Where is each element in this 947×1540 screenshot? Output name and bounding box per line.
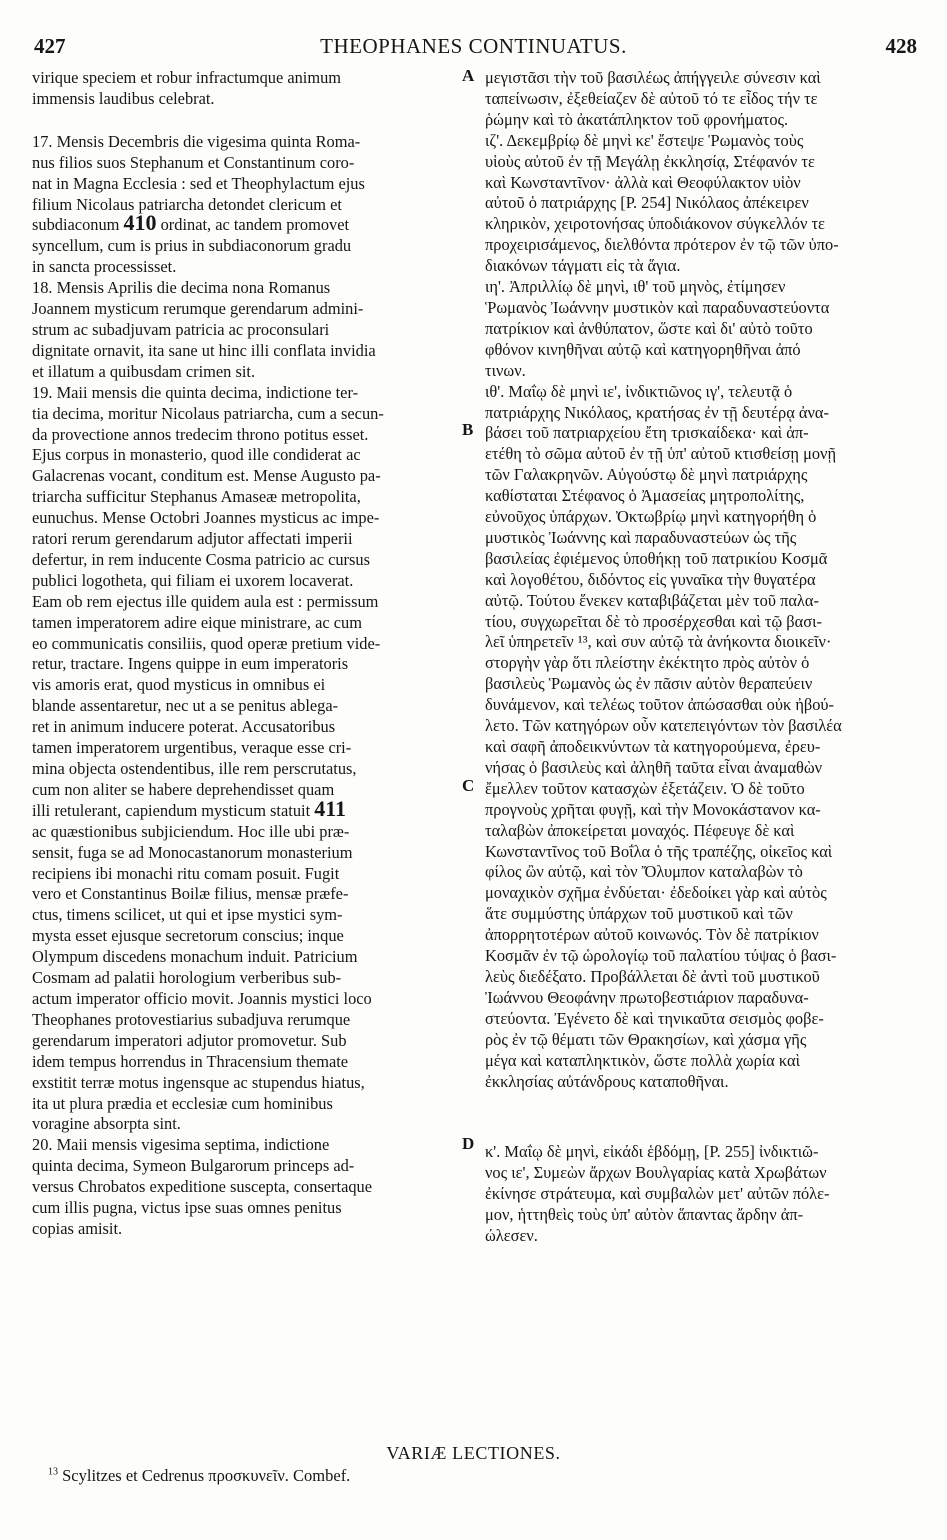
greek-line: προγνοὺς χρῆται φυγῇ, καὶ τὴν Μονοκάστανον κα- xyxy=(485,799,821,819)
page-number-left: 427 xyxy=(34,34,66,58)
greek-line: ταπείνωσιν, ἐξεθείαζεν δὲ αὐτοῦ τό τε εἶδος τήν τε xyxy=(485,88,818,108)
latin-line: actum imperator officio movit. Joannis mystici loco xyxy=(32,988,372,1008)
latin-line: immensis laudibus celebrat. xyxy=(32,88,215,108)
greek-line: ἐκκλησίας αὐτάνδρους καταποθῆναι. xyxy=(485,1071,729,1091)
greek-line: ρὸς ἐν τῷ θέματι τῶν Θρακησίων, καὶ χάσμα γῆς xyxy=(485,1029,807,1049)
greek-line: στοργὴν γὰρ ὅτι πλείστην ἐκέκτητο πρὸς αὐτὸν ὁ xyxy=(485,653,810,673)
greek-line: καὶ Κωνσταντῖνον· ἀλλὰ καὶ Θεοφύλακτον υἱὸν xyxy=(485,172,801,192)
margin-marker-a: A xyxy=(462,66,475,85)
greek-line: διακόνων τάγματι εἰς τὰ ἅγια. xyxy=(485,256,681,276)
latin-line: exstitit terræ motus ingensque ac stupendus hiatus, xyxy=(32,1072,365,1092)
latin-line: voragine absorpta sint. xyxy=(32,1114,181,1134)
greek-line: στεύοντα. Ἐγένετο δὲ καὶ τηνικαῦτα σεισμὸς φοβε- xyxy=(485,1008,824,1028)
greek-line: κληρικὸν, χειροτονήσας ὑποδιάκονον σύγκελλόν τε xyxy=(485,214,825,234)
latin-line: nat in Magna Ecclesia : sed et Theophylactum ejus xyxy=(32,173,365,193)
latin-line: 18. Mensis Aprilis die decima nona Romanus xyxy=(32,278,331,298)
latin-line: 20. Maii mensis vigesima septima, indictione xyxy=(32,1135,330,1155)
latin-line: publici logotheta, qui filiam ei uxorem locaverat. xyxy=(32,570,354,590)
greek-line: Ῥωμανὸς Ἰωάννην μυστικὸν καὶ παραδυναστεύοντα xyxy=(485,297,830,317)
greek-line: ἅτε συμμύστης ὑπάρχων τοῦ μυστικοῦ καὶ τῶν xyxy=(485,904,793,924)
greek-line: λετο. Τῶν κατηγόρων οὖν κατεπειγόντων τὸν βασιλέα xyxy=(485,716,842,736)
edition-page-ref: 411 xyxy=(314,795,347,821)
greek-line: νήσας ὁ βασιλεὺς καὶ ἀληθῆ ταῦτα εἶναι ἀναμαθὼν xyxy=(485,757,823,777)
latin-line: cum non aliter se habere deprehendisset quam xyxy=(32,779,335,799)
greek-line: μεγιστᾶσι τὴν τοῦ βασιλέως ἀπήγγειλε σύνεσιν καὶ xyxy=(485,68,821,87)
running-title: THEOPHANES CONTINUATUS. xyxy=(320,34,627,58)
latin-line: eunuchus. Mense Octobri Joannes mysticus ac impe- xyxy=(32,508,380,528)
greek-line: φθόνον κινηθῆναι αὐτῷ καὶ κατηγορηθῆναι ἀπό xyxy=(485,339,801,359)
greek-line: καὶ σαφῆ ἀποδεικνύντων τὰ κατηγορούμενα, ἐρευ- xyxy=(485,737,821,756)
latin-line: filium Nicolaus patriarcha detondet clericum et xyxy=(32,194,342,214)
greek-line: εὐνοῦχος ὑπάρχων. Ὀκτωβρίῳ μηνὶ κατηγορήθη ὁ xyxy=(485,507,817,527)
latin-line: dignitate ornavit, ita sane ut hinc illi conflata invidia xyxy=(32,340,376,360)
greek-line: Κοσμᾶν ἐν τῷ ὡρολογίῳ τοῦ παλατίου τύψας ὁ βασι- xyxy=(485,946,837,966)
greek-line: ἀπορρητοτέρων αὐτοῦ κοινωνός. Τὸν δὲ πατρίκιον xyxy=(485,925,819,945)
latin-line: gerendarum imperatori adjutor promovetur. Sub xyxy=(32,1030,347,1050)
greek-line: τῶν Γαλακρηνῶν. Αὐγούστῳ δὲ μηνὶ πατριάρχης xyxy=(485,465,808,485)
footnote-mark: 13 xyxy=(48,1466,58,1478)
latin-line: syncellum, cum is prius in subdiaconorum gradu xyxy=(32,236,352,256)
greek-line: καθίσταται Στέφανος ὁ Ἀμασείας μητροπολίτης, xyxy=(485,486,805,506)
variae-lectiones-heading: VARIÆ LECTIONES. xyxy=(386,1443,561,1463)
latin-line: Ejus corpus in monasterio, quod ille condiderat ac xyxy=(32,445,361,465)
greek-line: μον, ἡττηθεὶς τοὺς ὑπ' αὐτὸν ἅπαντας ἄρδην ἀπ- xyxy=(485,1205,804,1225)
greek-line: ἔμελλεν τοῦτον κατασχὼν ἐξετάζειν. Ὁ δὲ τοῦτο xyxy=(485,778,805,798)
greek-line: βασιλείας ἐφιέμενος ὑποθήκῃ τοῦ πατρικίου Κοσμᾶ xyxy=(485,548,828,568)
latin-line: da provectione annos tredecim throno potitus esset. xyxy=(32,424,369,444)
latin-line: copias amisit. xyxy=(32,1218,123,1238)
greek-line: ιθ'. Μαΐῳ δὲ μηνὶ ιε', ἰνδικτιῶνος ιγ', τελευτᾷ ὁ xyxy=(485,381,793,401)
latin-line: virique speciem et robur infractumque animum xyxy=(32,68,342,87)
latin-line: nus filios suos Stephanum et Constantinum coro- xyxy=(32,152,355,172)
greek-line: ώλεσεν. xyxy=(485,1226,538,1246)
greek-line: βάσει τοῦ πατριαρχείου ἔτη τρισκαίδεκα· καὶ ἀπ- xyxy=(485,423,809,443)
greek-line: ταλαβὼν ἀποκείρεται μοναχός. Πέφευγε δὲ καὶ xyxy=(485,820,795,840)
latin-line: ctus, timens scilicet, ut qui et ipse mystici sym- xyxy=(32,905,343,925)
greek-line: μοναχικὸν σχῆμα ἐνδύεται· ἐδεδοίκει γὰρ καὶ αὐτὸς xyxy=(485,883,827,903)
latin-line: Cosmam ad palatii horologium verberibus sub- xyxy=(32,968,342,988)
latin-line: mysta esset ejusque secretorum conscius; inque xyxy=(32,926,344,946)
page-header xyxy=(30,34,917,64)
latin-line: blande assentaretur, nec ut a se penitus ablega- xyxy=(32,696,339,716)
greek-line: ιζ'. Δεκεμβρίῳ δὲ μηνὶ κε' ἔστεψε Ῥωμανὸς τοὺς xyxy=(485,130,804,150)
greek-line: πατρίκιον καὶ ἀνθύπατον, ὥστε καὶ δι' αὐτὸ τοῦτο xyxy=(485,318,813,338)
greek-line: Κωνσταντῖνος τοῦ Βοΐλα ὁ τῆς τραπέζης, οἰκεῖος καὶ xyxy=(485,841,833,861)
greek-line: λεὺς διεδέξατο. Προβάλλεται δὲ ἀντὶ τοῦ μυστικοῦ xyxy=(485,966,820,986)
latin-line: triarcha sufficitur Stephanus Amaseæ metropolita, xyxy=(32,487,361,507)
latin-line: recipiens ibi monachi ritu comam posuit. Fugit xyxy=(32,863,340,883)
greek-line: τίου, συγχωρεῖται δὲ τὸ προσέρχεσθαι καὶ τῷ βασι- xyxy=(485,611,822,631)
latin-line: 17. Mensis Decembris die vigesima quinta Roma- xyxy=(32,131,361,151)
latin-line: ac quæstionibus subjiciendum. Hoc ille ubi præ- xyxy=(32,821,350,841)
latin-line: idem tempus horrendus in Thracensium themate xyxy=(32,1051,349,1071)
latin-line: 19. Maii mensis die quinta decima, indictione ter- xyxy=(32,382,359,402)
latin-line: Eam ob rem ejectus ille quidem aula est : permissum xyxy=(32,591,379,611)
edition-page-ref: 410 xyxy=(123,210,157,236)
latin-line: defertur, in rem inducente Cosma patricio ac cursus xyxy=(32,549,370,569)
greek-line: δυνάμενον, καὶ τελέως τοῦτον ἀπώσασθαι οὐκ ἠβού- xyxy=(485,695,834,715)
latin-line: eo communicatis consiliis, quod operæ pretium vide- xyxy=(32,633,381,653)
latin-line: illi retulerant, capiendum mysticum statuit 411 xyxy=(32,795,347,821)
latin-line: Olympum discedens monachum induit. Patricium xyxy=(32,947,358,967)
latin-line: vero et Constantinus Boilæ filius, mensæ præfe- xyxy=(32,884,349,904)
greek-line: υἱοὺς αὐτοῦ ἐν τῇ Μεγάλῃ ἐκκλησίᾳ, Στέφανόν τε xyxy=(485,151,815,171)
latin-line: Galacrenas vocant, conditum est. Mense Augusto pa- xyxy=(32,466,381,486)
latin-line: sensit, fuga se ad Monocastanorum monasterium xyxy=(32,842,353,862)
margin-marker-b: B xyxy=(462,420,474,439)
greek-line: ῥώμην καὶ τὸ ἀκατάπληκτον τοῦ φρονήματος. xyxy=(485,109,789,129)
latin-line: cum illis pugna, victus ipse suas omnes penitus xyxy=(32,1198,342,1218)
latin-line: quinta decima, Symeon Bulgarorum princeps ad- xyxy=(32,1156,355,1176)
latin-line: ratori rerum gerendarum adjutor affectati imperii xyxy=(32,529,353,549)
latin-line: versus Chrobatos expeditione suscepta, consertaque xyxy=(32,1177,373,1197)
greek-line: λεῖ ὑπηρετεῖν ¹³, καὶ συν αὐτῷ τὰ ἀνήκοντα διοικεῖν· xyxy=(485,632,832,652)
footnote-text: Scylitzes et Cedrenus προσκυνεῖν. Combef. xyxy=(62,1466,351,1485)
greek-line: πατριάρχης Νικόλαος, κρατήσας ἐν τῇ δευτέρᾳ ἀνα- xyxy=(485,402,829,422)
latin-line: ita ut plura prædia et ecclesiæ cum hominibus xyxy=(32,1093,333,1113)
latin-line: tia decima, moritur Nicolaus patriarcha, cum a secun- xyxy=(32,403,384,423)
greek-line: αὐτοῦ ὁ πατριάρχης [P. 254] Νικόλαος ἀπέκειρεν xyxy=(485,193,809,213)
greek-line: φίλος ὢν αὐτῷ, καὶ τὸν Ὄλυμπον καταλαβὼν τὸ xyxy=(485,862,803,882)
latin-line: vis amoris erat, quod mysticus in omnibus ei xyxy=(32,675,326,695)
latin-line: ret in animum inducere poterat. Accusatoribus xyxy=(32,717,336,737)
margin-marker-d: D xyxy=(462,1134,475,1153)
latin-line: in sancta processisset. xyxy=(32,257,177,277)
margin-marker-c: C xyxy=(462,776,475,795)
greek-line: βασιλεὺς Ῥωμανὸς ὡς ἐν πᾶσιν αὐτὸν θεραπεύειν xyxy=(485,674,813,694)
greek-line: καὶ λογοθέτου, διδόντος εἰς γυναῖκα τὴν θυγατέρα xyxy=(485,569,816,589)
latin-line: retur, tractare. Ingens quippe in eum imperatoris xyxy=(32,654,349,674)
greek-line: μυστικὸς Ἰωάννης καὶ παραδυναστεύων ὡς τῆς xyxy=(485,527,797,547)
greek-line: Ἰωάννου Θεοφάνην πρωτοβεστιάριον παραδυνα- xyxy=(485,987,809,1007)
latin-line: tamen imperatorem urgentibus, veraque esse cri- xyxy=(32,738,352,758)
greek-line: ἐκίνησε στράτευμα, καὶ συμβαλὼν μετ' αὐτῶν πόλε- xyxy=(485,1184,830,1204)
latin-line: strum ac subadjuvam patricia ac proconsulari xyxy=(32,319,330,339)
greek-line: νος ιε', Συμεὼν ἄρχων Βουλγαρίας κατὰ Χρωβάτων xyxy=(485,1163,827,1183)
latin-line: tamen imperatorem adire eique ministrare, ac cum xyxy=(32,612,362,632)
greek-line: ιη'. Ἀπριλλίῳ δὲ μηνὶ, ιθ' τοῦ μηνὸς, ἐτίμησεν xyxy=(485,277,786,297)
latin-line: Theophanes protovestiarius subadjuva rerumque xyxy=(32,1009,351,1029)
greek-line: μέγα καὶ καταπληκτικὸν, ὥστε πολλὰ χωρία καὶ xyxy=(485,1050,800,1070)
latin-line: subdiaconum 410 ordinat, ac tandem promovet xyxy=(32,210,350,236)
latin-line: Joannem mysticum rerumque gerendarum admini- xyxy=(32,299,364,319)
greek-line: ετέθη τὸ σῶμα αὐτοῦ ἐν τῇ ὑπ' αὐτοῦ κτισθείσῃ μονῇ xyxy=(485,444,837,464)
page-number-right: 428 xyxy=(885,34,917,58)
latin-line: et illatum a quibusdam crimen sit. xyxy=(32,361,256,381)
greek-line: τινων. xyxy=(485,360,526,380)
footnote xyxy=(48,1466,350,1486)
greek-column xyxy=(485,68,911,1247)
greek-line: κ'. Μαΐῳ δὲ μηνὶ, εἰκάδι ἑβδόμῃ, [P. 255] ἰνδικτιῶ- xyxy=(485,1142,819,1162)
latin-column xyxy=(32,68,457,1240)
latin-line: mina objecta ostendentibus, ille rem perscrutatus, xyxy=(32,759,357,778)
greek-line: προχειρισάμενος, διελθόντα πρότερον ἐν τῷ τῶν ὑπο- xyxy=(485,235,839,255)
greek-line: αὐτῷ. Τούτου ἕνεκεν καταβιβάζεται μὲν τοῦ παλα- xyxy=(485,590,819,610)
